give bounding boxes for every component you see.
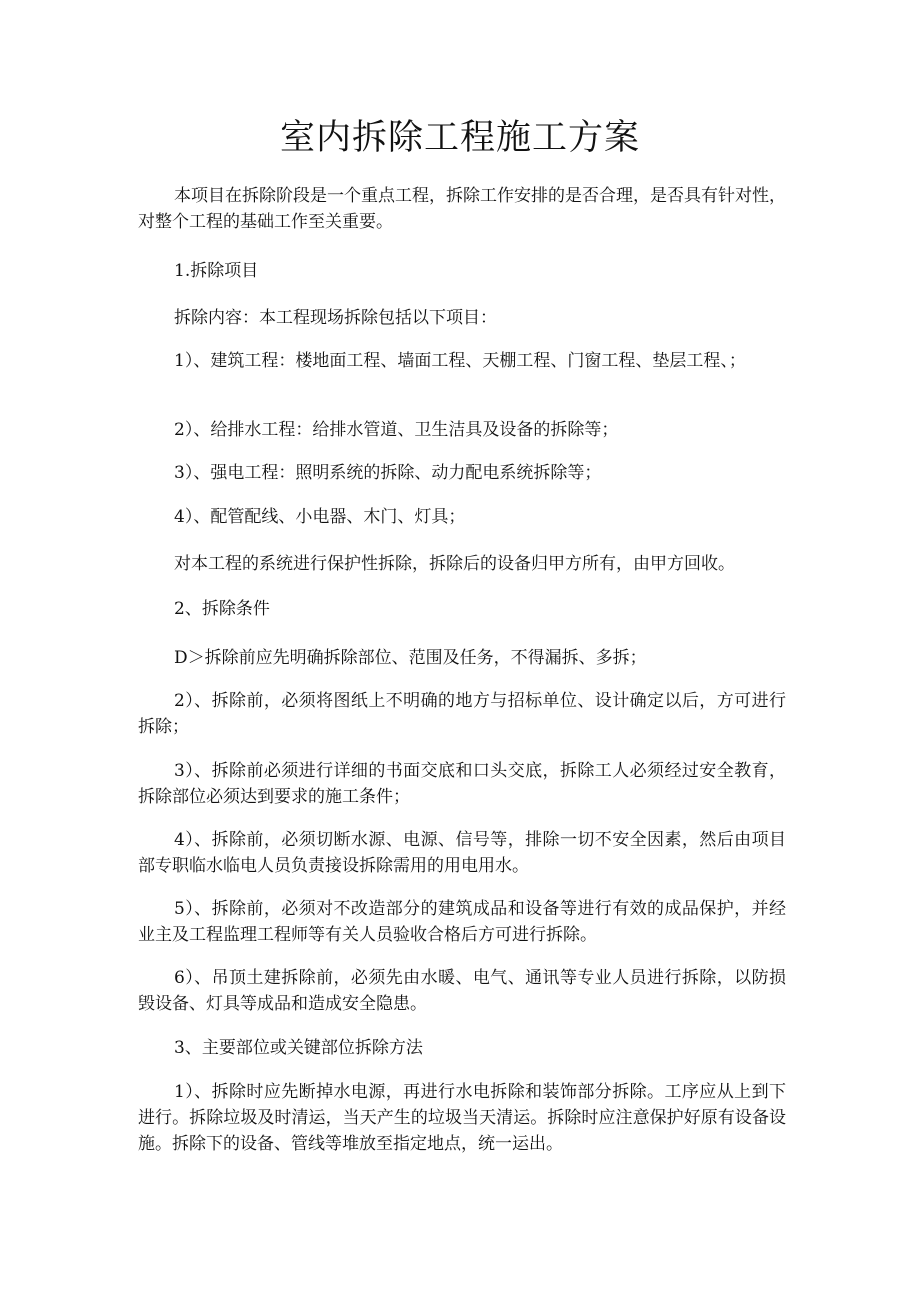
document-title: 室内拆除工程施工方案: [279, 118, 640, 158]
section-heading-demolition-items: 1.拆除项目: [174, 261, 259, 281]
condition-item-4: 4）、拆除前，必须切断水源、电源、信号等，排除一切不安全因素，然后由项目部专职临水临电人员负责接设拆除需用的用电用水。: [138, 830, 786, 876]
section-heading-demolition-conditions: 2、拆除条件: [174, 599, 270, 619]
paragraph-protective-demolition: 对本工程的系统进行保护性拆除，拆除后的设备归甲方所有，由甲方回收。: [174, 554, 735, 574]
list-item-electrical-works: 3）、强电工程：照明系统的拆除、动力配电系统拆除等；: [174, 463, 602, 483]
condition-item-6: 6）、吊顶土建拆除前，必须先由水暖、电气、通讯等专业人员进行拆除，以防损毁设备、灯具等成品和造成安全隐患。: [138, 968, 786, 1014]
intro-paragraph: 本项目在拆除阶段是一个重点工程，拆除工作安排的是否合理，是否具有针对性，对整个工程的基础工作至关重要。: [138, 186, 786, 232]
list-item-wiring-fixtures: 4）、配管配线、小电器、木门、灯具；: [174, 507, 466, 527]
condition-item-5: 5）、拆除前，必须对不改造部分的建筑成品和设备等进行有效的成品保护，并经业主及工程监理工程师等有关人员验收合格后方可进行拆除。: [138, 899, 786, 945]
paragraph-demolition-content: 拆除内容：本工程现场拆除包括以下项目：: [174, 308, 497, 328]
condition-item-3: 3）、拆除前必须进行详细的书面交底和口头交底，拆除工人必须经过安全教育，拆除部位必须达到要求的施工条件；: [138, 761, 786, 807]
list-item-plumbing-works: 2）、给排水工程：给排水管道、卫生洁具及设备的拆除等；: [174, 420, 619, 440]
list-item-building-works: 1）、建筑工程：楼地面工程、墙面工程、天棚工程、门窗工程、垫层工程、；: [174, 351, 746, 371]
condition-item-1: D＞拆除前应先明确拆除部位、范围及任务，不得漏拆、多拆；: [174, 648, 647, 668]
method-item-1: 1）、拆除时应先断掉水电源，再进行水电拆除和装饰部分拆除。工序应从上到下进行。拆除垃圾及时清运，当天产生的垃圾当天清运。拆除时应注意保护好原有设备设施。拆除下的设备、管线等堆放至指定地点，统一运出。: [138, 1082, 786, 1154]
condition-item-2: 2）、拆除前，必须将图纸上不明确的地方与招标单位、设计确定以后，方可进行拆除；: [138, 691, 786, 737]
section-heading-key-methods: 3、主要部位或关键部位拆除方法: [174, 1038, 423, 1058]
